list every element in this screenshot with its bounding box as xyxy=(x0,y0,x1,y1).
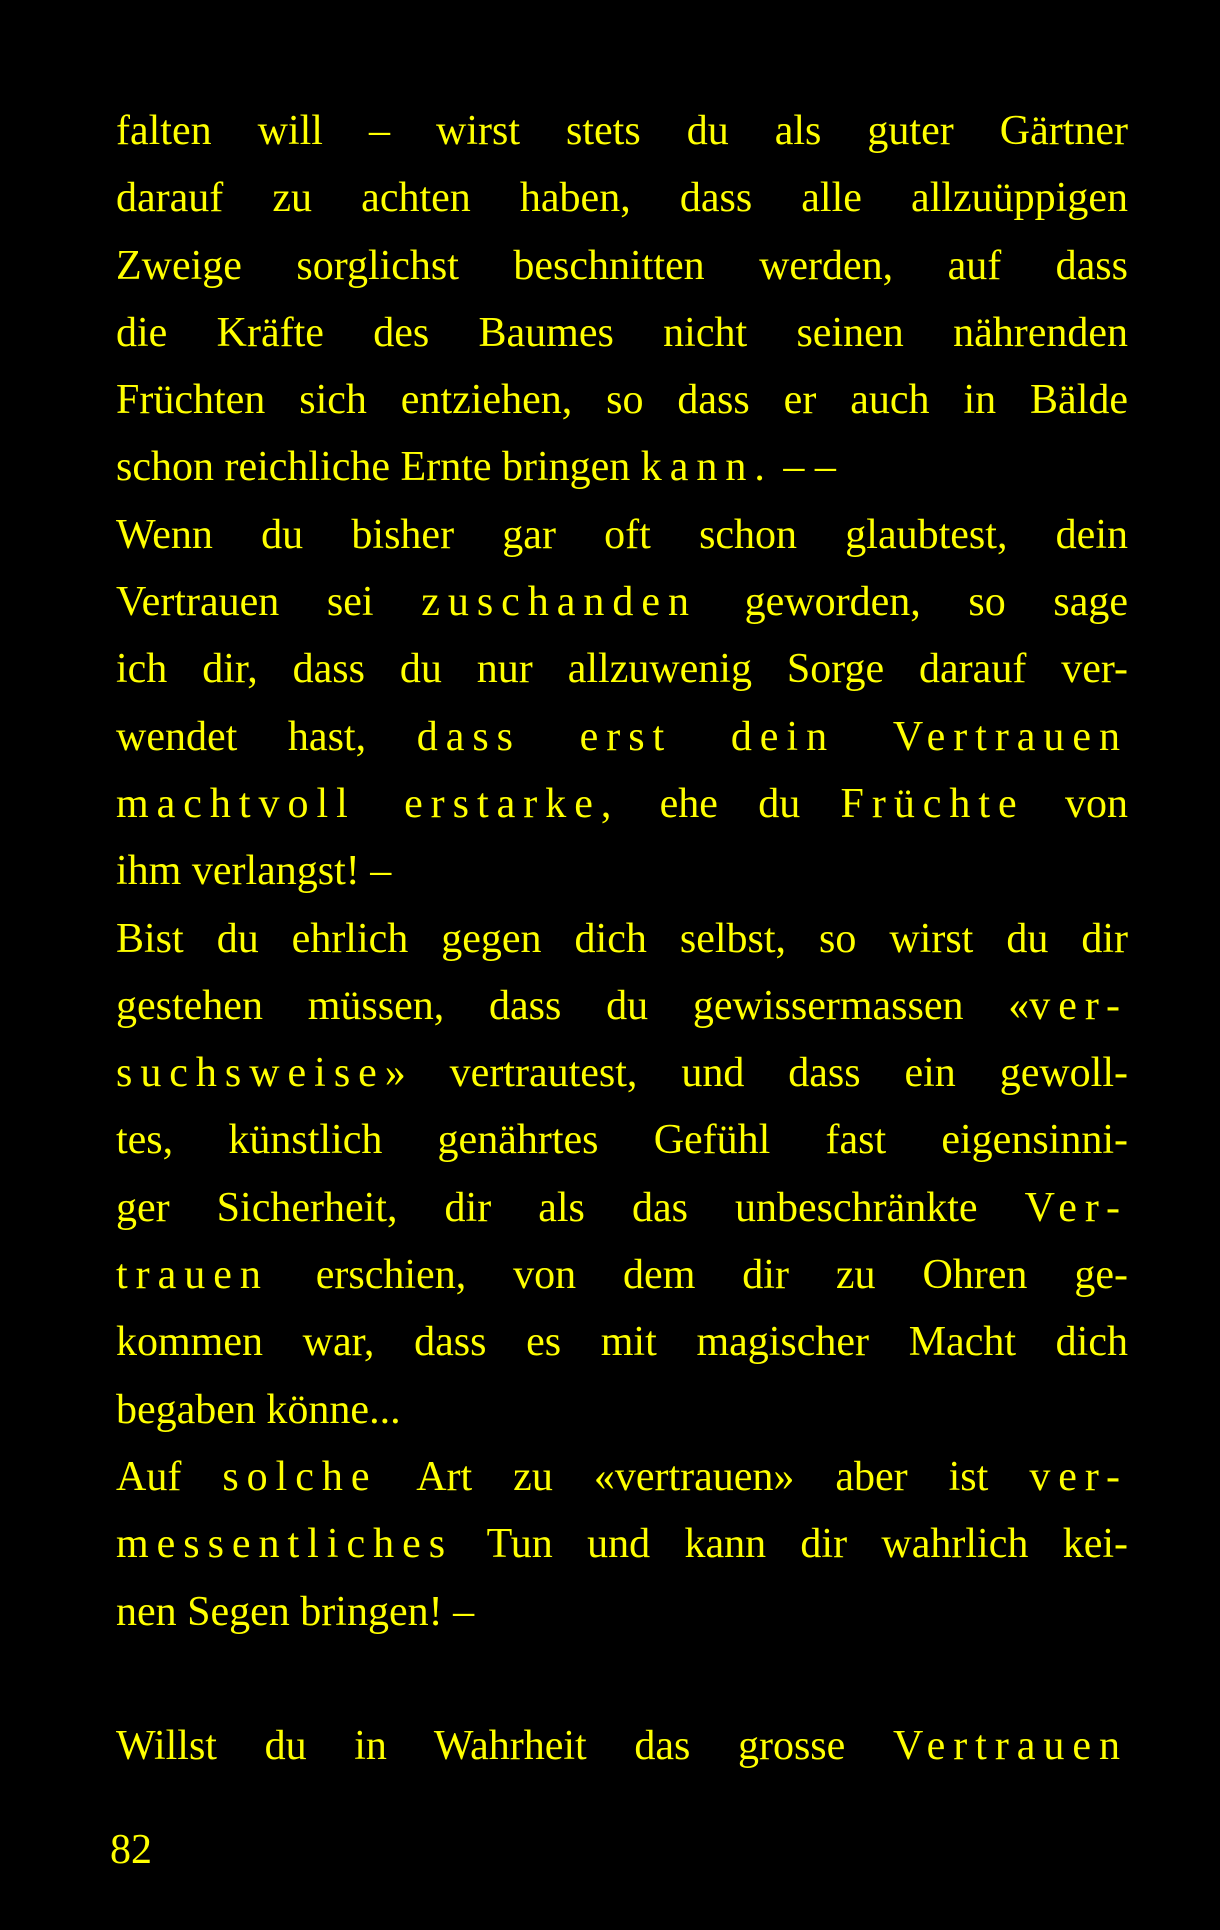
spaced-emphasis: Früchte xyxy=(840,780,1025,827)
text-line: suchsweise» vertrautest, und dass ein gewoll- xyxy=(116,1050,1128,1097)
spaced-emphasis: ver- xyxy=(1029,1453,1129,1500)
text-line: die Kräfte des Baumes nicht seinen nährenden xyxy=(116,309,1128,356)
spaced-emphasis: messentliches xyxy=(116,1521,454,1568)
text-line: ich dir, dass du nur allzuwenig Sorge darauf ver- xyxy=(116,646,1128,693)
spaced-emphasis: suchsweise xyxy=(116,1050,385,1097)
text-line: ger Sicherheit, dir als das unbeschränkte Ver- xyxy=(116,1184,1128,1231)
text-line: tes, künstlich genährtes Gefühl fast eigensinni- xyxy=(116,1117,1128,1164)
spaced-emphasis: dass erst dein Vertrauen xyxy=(416,713,1128,760)
text-line: messentliches Tun und kann dir wahrlich kei- xyxy=(116,1521,1128,1568)
blank-line xyxy=(116,1646,1128,1713)
text-line: Zweige sorglichst beschnitten werden, auf dass xyxy=(116,242,1128,289)
text-line: schon reichliche Ernte bringen kann. – – xyxy=(116,444,836,491)
body-text xyxy=(116,98,1128,1780)
spaced-emphasis: Ver- xyxy=(1024,1184,1128,1231)
text-line: Früchten sich entziehen, so dass er auch in Bälde xyxy=(116,377,1128,424)
spaced-emphasis: kann. xyxy=(640,444,773,491)
text-line: Vertrauen sei zuschanden geworden, so sage xyxy=(116,579,1129,626)
text-line: trauen erschien, von dem dir zu Ohren ge- xyxy=(116,1252,1128,1299)
spaced-emphasis: machtvoll erstarke, xyxy=(116,780,620,827)
text-line: wendet hast, dass erst dein Vertrauen xyxy=(116,713,1128,760)
spaced-emphasis: Vertrauen xyxy=(892,1723,1128,1770)
text-line: ihm verlangst! – xyxy=(116,848,392,895)
page-number: 82 xyxy=(110,1827,152,1873)
text-line: nen Segen bringen! – xyxy=(116,1588,475,1635)
text-line: Bist du ehrlich gegen dich selbst, so wirst du dir xyxy=(116,915,1128,962)
text-line: Auf solche Art zu «vertrauen» aber ist ver- xyxy=(116,1453,1129,1500)
text-line: Willst du in Wahrheit das grosse Vertrauen xyxy=(116,1723,1128,1770)
text-line: falten will – wirst stets du als guter Gärtner xyxy=(116,108,1128,154)
text-line: kommen war, dass es mit magischer Macht dich xyxy=(116,1319,1128,1366)
text-line: Wenn du bisher gar oft schon glaubtest, dein xyxy=(116,511,1128,558)
text-line: gestehen müssen, dass du gewissermassen «ver- xyxy=(116,982,1128,1029)
text-line: machtvoll erstarke, ehe du Früchte von xyxy=(116,780,1128,827)
spaced-emphasis: trauen xyxy=(116,1252,269,1299)
text-line: begaben könne... xyxy=(116,1386,401,1433)
spaced-emphasis: solche xyxy=(222,1453,378,1500)
spaced-emphasis: zuschanden xyxy=(421,579,697,626)
text-line: darauf zu achten haben, dass alle allzuüppigen xyxy=(116,175,1128,222)
spaced-emphasis: ver- xyxy=(1029,982,1128,1029)
